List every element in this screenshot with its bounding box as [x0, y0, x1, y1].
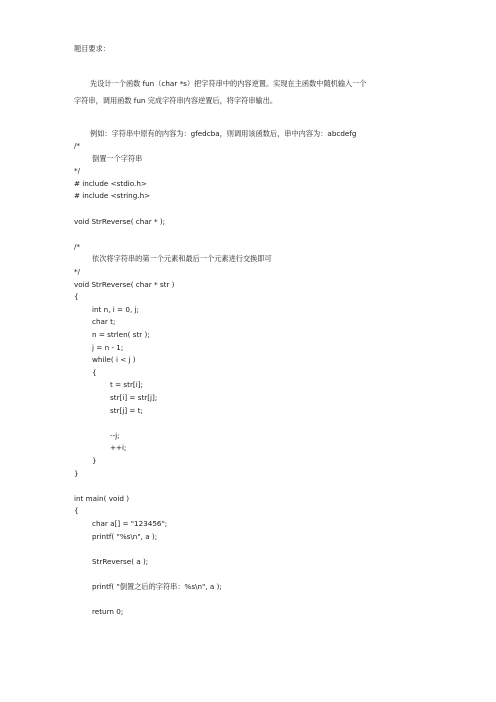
code-line: --j; — [110, 430, 120, 440]
code-line: char a[] = "123456"; — [92, 519, 168, 528]
example-line: 例如：字符串中原有的内容为：gfedcba，则调用该函数后，串中内容为：abcdefg — [90, 129, 357, 138]
code-line: } — [92, 456, 97, 465]
code-line: n = strlen( str ); — [92, 330, 150, 339]
code-line: while( i < j ) — [92, 355, 136, 365]
requirement-line-1: 先设计一个函数 fun（char *s）把字符串中的内容逆置。实现在主函数中随机输入一个 — [90, 79, 367, 88]
code-line: */ — [74, 166, 81, 176]
code-line: # include <stdio.h> — [74, 178, 147, 188]
code-line: ++i; — [110, 443, 127, 453]
code-line: str[i] = str[j]; — [110, 393, 158, 402]
page-title: 题目要求： — [74, 44, 110, 53]
code-line: printf( "倒置之后的字符串：%s\n", a ); — [92, 582, 222, 591]
code-line: { — [74, 506, 79, 516]
code-line: { — [74, 292, 79, 302]
code-line: printf( "%s\n", a ); — [92, 531, 158, 541]
code-line: StrReverse( a ); — [92, 556, 149, 566]
code-line: j = n - 1; — [92, 342, 124, 352]
code-line: } — [74, 468, 79, 478]
code-line: int main( void ) — [74, 493, 130, 503]
code-line: return 0; — [92, 607, 124, 617]
code-line: */ — [74, 267, 81, 276]
code-line: void StrReverse( char * str ) — [74, 279, 175, 289]
code-line: /* — [74, 241, 81, 251]
code-line: 倒置一个字符串 — [92, 153, 143, 163]
code-line: char t; — [92, 317, 116, 327]
code-line: int n, i = 0, j; — [92, 304, 139, 314]
code-line: # include <string.h> — [74, 191, 151, 201]
code-line: { — [92, 367, 97, 377]
code-line: str[j] = t; — [110, 405, 143, 415]
code-line: void StrReverse( char * ); — [74, 216, 166, 226]
requirement-line-2: 字符串，调用函数 fun 完成字符串内容逆置后，将字符串输出。 — [74, 96, 278, 105]
code-line: /* — [74, 141, 81, 150]
code-line: 依次将字符串的第一个元素和最后一个元素进行交换即可 — [92, 254, 272, 264]
code-line: t = str[i]; — [110, 380, 143, 390]
